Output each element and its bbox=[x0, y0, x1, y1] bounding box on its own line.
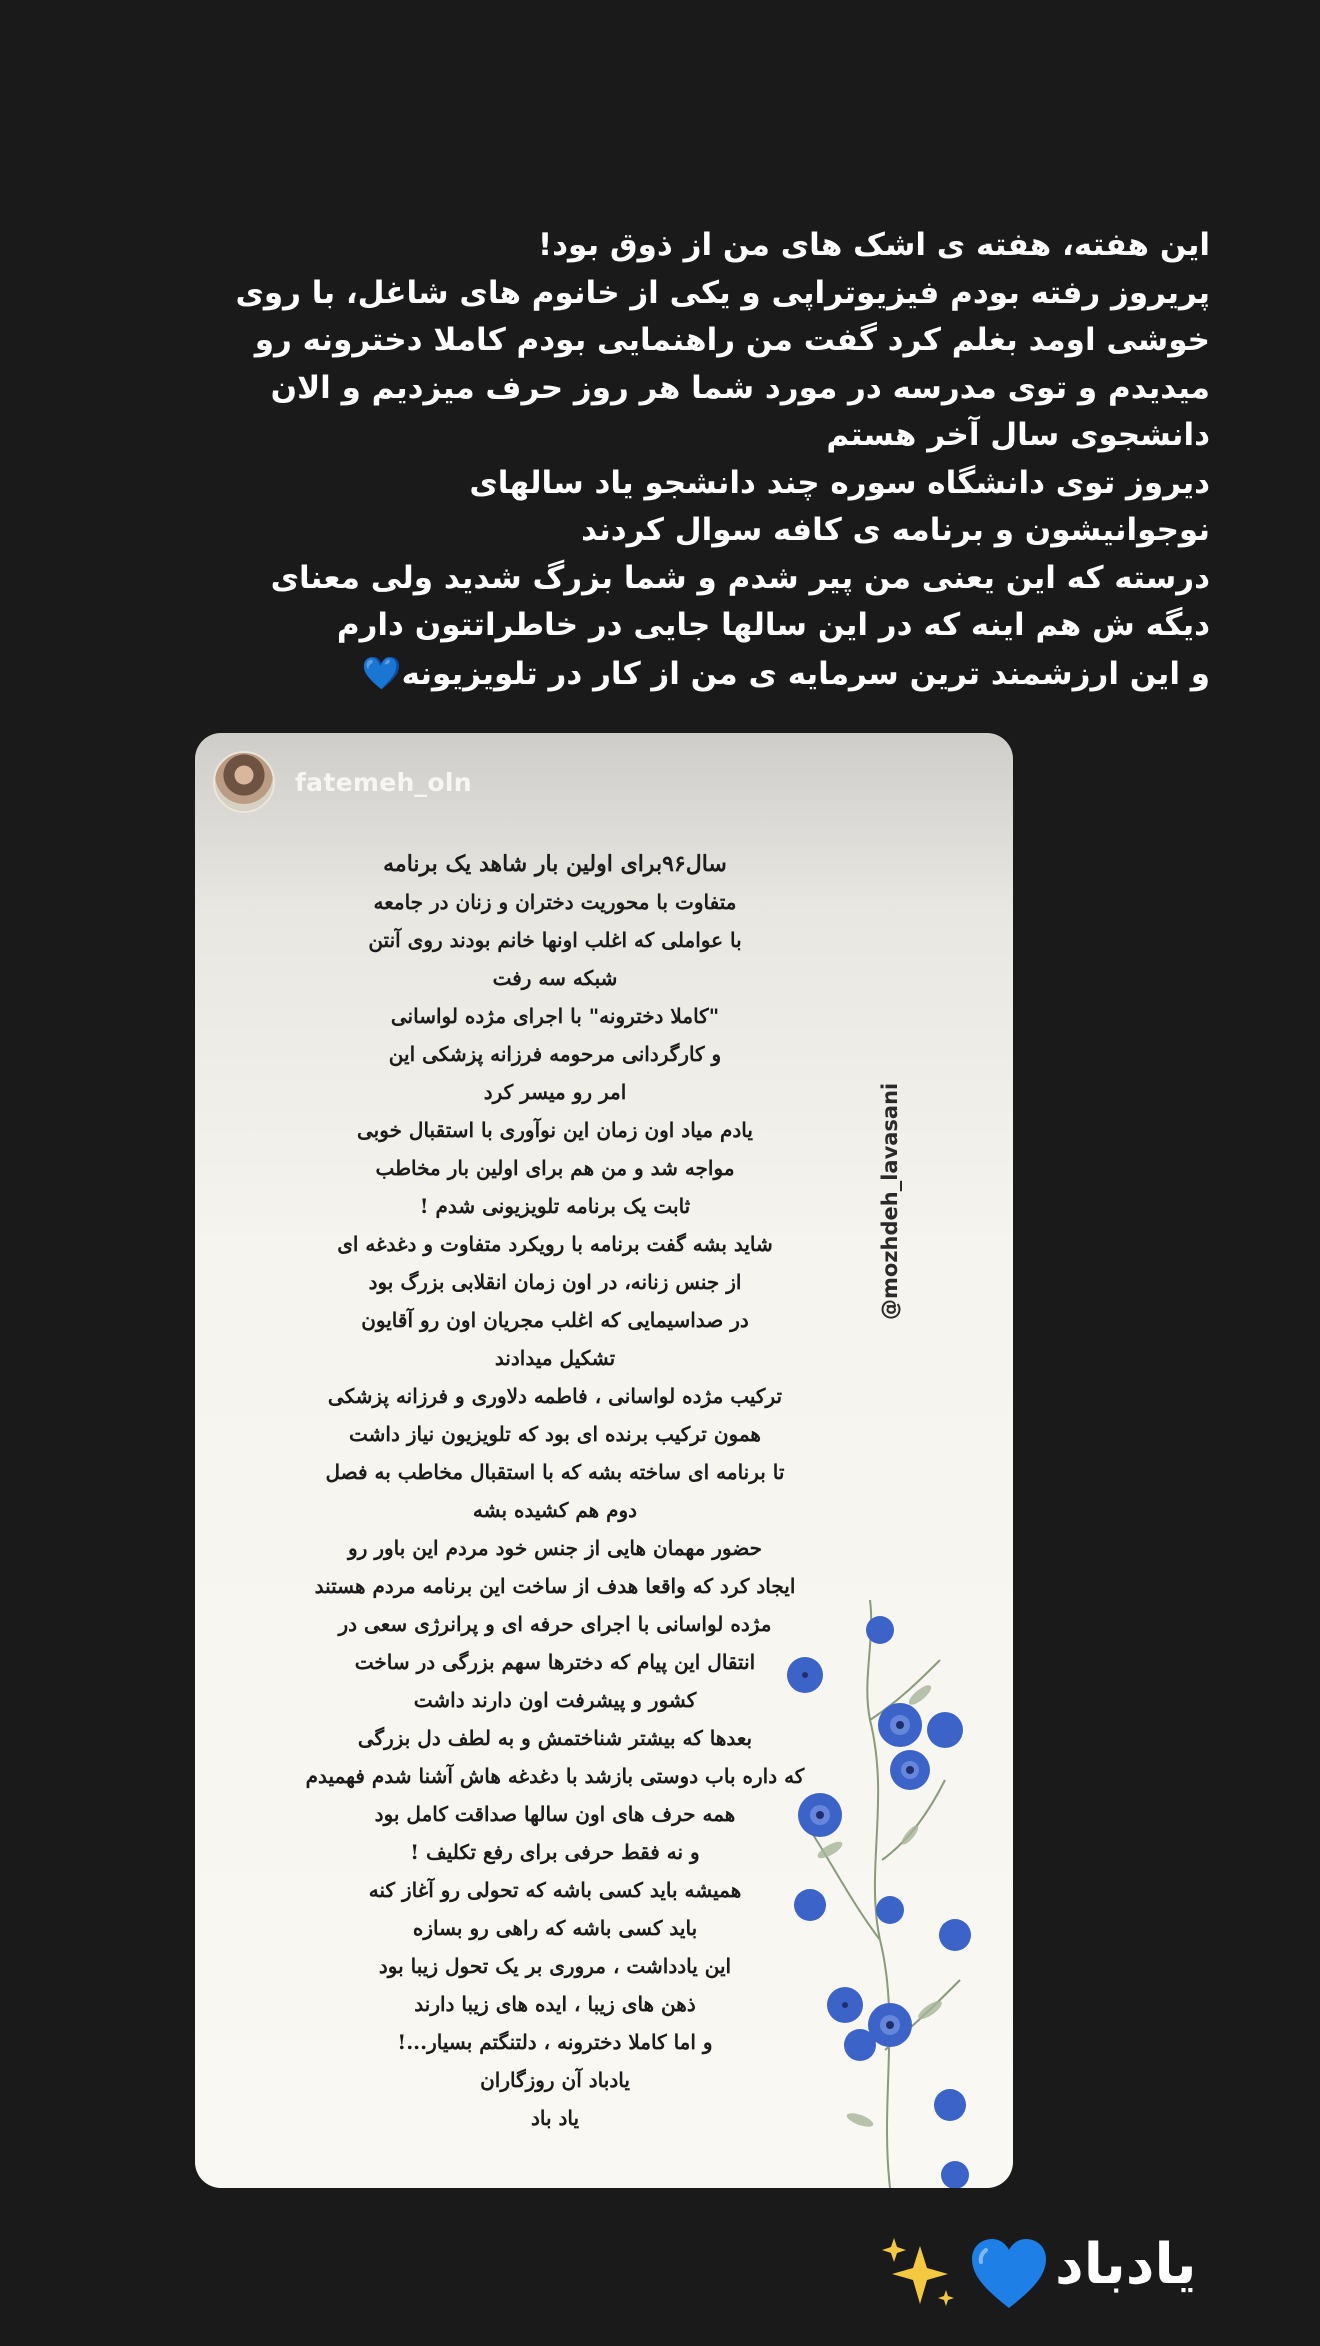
caption-line-10-text: و این ارزشمند ترین سرمایه ی من از کار در تلویزیونه bbox=[401, 655, 1210, 692]
poem-line: با عواملی که اغلب اونها خانم بودند روی آنتن bbox=[368, 928, 742, 952]
caption-line-5: دانشجوی سال آخر هستم bbox=[826, 417, 1210, 453]
poem-line: انتقال این پیام که دخترها سهم بزرگی در ساخت bbox=[354, 1650, 756, 1674]
poem-line: همه حرف های اون سالها صداقت کامل بود bbox=[374, 1802, 736, 1826]
poem-line: یاد باد bbox=[530, 2106, 580, 2130]
poem-line: ترکیب مژده لواسانی ، فاطمه دلاوری و فرزانه پزشکی bbox=[327, 1384, 783, 1408]
story-caption bbox=[230, 222, 1210, 698]
poem-line: ایجاد کرد که واقعا هدف از ساخت این برنامه مردم هستند bbox=[314, 1574, 796, 1598]
poem-line: که داره باب دوستی بازشد با دغدغه هاش آشنا شدم فهمیدم bbox=[305, 1764, 805, 1788]
blue-heart-icon: 💙 bbox=[361, 653, 402, 692]
sparkles-icon bbox=[880, 2232, 960, 2312]
poem-line: همون ترکیب برنده ای بود که تلویزیون نیاز داشت bbox=[349, 1422, 761, 1446]
poem-line: دوم هم کشیده بشه bbox=[472, 1498, 638, 1522]
caption-line-7: نوجوانیشون و برنامه ی کافه سوال کردند bbox=[581, 512, 1210, 548]
caption-line-4: میدیدم و توی مدرسه در مورد شما هر روز حرف میزدیم و الان bbox=[270, 369, 1210, 406]
caption-line-2: پریروز رفته بودم فیزیوتراپی و یکی از خانوم های شاغل، با روی bbox=[235, 274, 1210, 311]
poem-line: امر رو میسر کرد bbox=[483, 1080, 627, 1104]
poem-line: این یادداشت ، مروری بر یک تحول زیبا بود bbox=[378, 1954, 732, 1978]
footer-caption: یادباد bbox=[1055, 2232, 1197, 2297]
poem-line: ثابت یک برنامه تلویزیونی شدم ! bbox=[419, 1194, 691, 1218]
poem-line: همیشه باید کسی باشه که تحولی رو آغاز کنه bbox=[368, 1878, 742, 1902]
avatar[interactable] bbox=[213, 751, 275, 813]
caption-line-8: درسته که این یعنی من پیر شدم و شما بزرگ شدید ولی معنای bbox=[270, 559, 1210, 596]
poem-line: مواجه شد و من هم برای اولین بار مخاطب bbox=[375, 1156, 735, 1180]
poem-line: از جنس زنانه، در اون زمان انقلابی بزرگ بود bbox=[368, 1270, 742, 1294]
poem-line: متفاوت با محوریت دختران و زنان در جامعه bbox=[373, 890, 737, 914]
poem-line: و کارگردانی مرحومه فرزانه پزشکی این bbox=[388, 1042, 722, 1066]
poem-line: باید کسی باشه که راهی رو بسازه bbox=[412, 1916, 698, 1940]
poem-line: تا برنامه ای ساخته بشه که با استقبال مخاطب به فصل bbox=[325, 1460, 785, 1484]
watermark-handle: @mozhdeh_lavasani bbox=[878, 1082, 902, 1320]
poem-line: ذهن های زیبا ، ایده های زیبا دارند bbox=[414, 1992, 696, 2016]
caption-line-3: خوشی اومد بغلم کرد گفت من راهنمایی بودم کاملا دخترونه رو bbox=[254, 322, 1210, 358]
poem-line: در صداسیمایی که اغلب مجریان اون رو آقایون bbox=[361, 1308, 749, 1332]
poem-line: و اما کاملا دخترونه ، دلتنگتم بسیار...! bbox=[397, 2030, 713, 2054]
post-username[interactable]: fatemeh_oln bbox=[295, 767, 472, 797]
poem-line: تشکیل میدادند bbox=[494, 1346, 616, 1370]
caption-line-9: دیگه ش هم اینه که در این سالها جایی در خاطراتتون دارم bbox=[336, 607, 1210, 643]
poem-line: مژده لواسانی با اجرای حرفه ای و پرانرژی سعی در bbox=[338, 1612, 772, 1636]
poem-line: بعدها که بیشتر شناختمش و به لطف دل بزرگی bbox=[357, 1726, 753, 1750]
caption-line-6: دیروز توی دانشگاه سوره چند دانشجو یاد سالهای bbox=[469, 464, 1210, 501]
poem-line: کشور و پیشرفت اون دارند داشت bbox=[413, 1688, 697, 1712]
cornflower-decoration bbox=[770, 1600, 990, 2188]
caption-line-10 bbox=[230, 650, 1210, 699]
poem-line: سال۹۶برای اولین بار شاهد یک برنامه bbox=[383, 851, 727, 877]
poem-line: شاید بشه گفت برنامه با رویکرد متفاوت و دغدغه ای bbox=[337, 1232, 773, 1256]
blue-heart-icon bbox=[968, 2236, 1050, 2312]
poem-line: شبکه سه رفت bbox=[492, 966, 618, 990]
poem-line: و نه فقط حرفی برای رفع تکلیف ! bbox=[410, 1840, 700, 1864]
poem-line: حضور مهمان هایی از جنس خود مردم این باور رو bbox=[348, 1536, 762, 1560]
post-header[interactable] bbox=[213, 751, 472, 813]
caption-line-1: این هفته، هفته ی اشک های من از ذوق بود! bbox=[538, 227, 1210, 263]
poem-line: یادباد آن روزگاران bbox=[480, 2068, 630, 2092]
poem-line: "کاملا دخترونه" با اجرای مژده لواسانی bbox=[390, 1004, 720, 1028]
poem-line: یادم میاد اون زمان این نوآوری با استقبال خوبی bbox=[357, 1118, 753, 1142]
